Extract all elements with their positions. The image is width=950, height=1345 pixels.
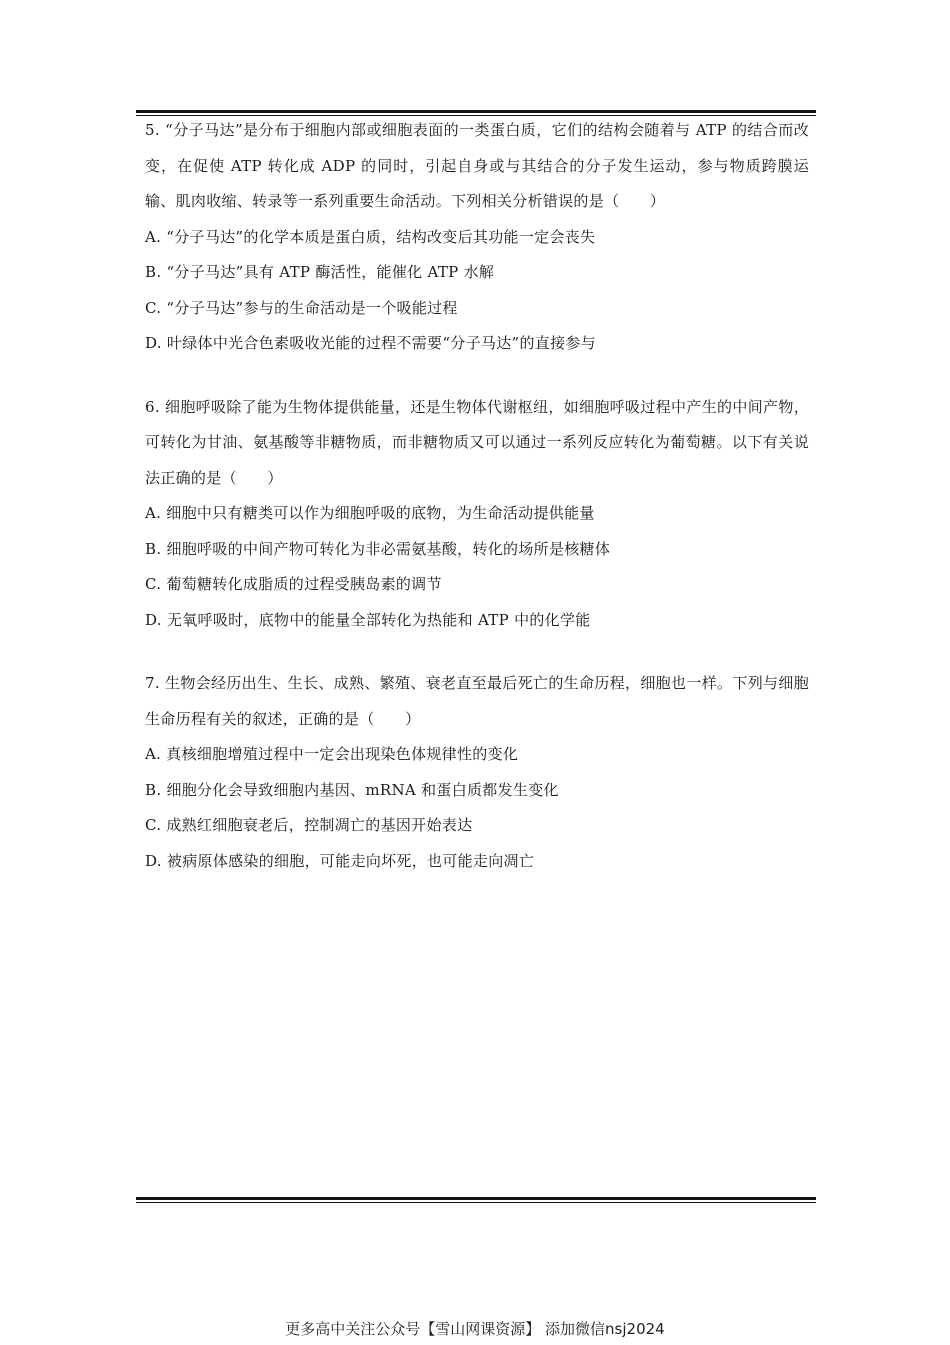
question-stem: 5. “分子马达”是分布于细胞内部或细胞表面的一类蛋白质，它们的结构会随着与 ATP 的结合而改变，在促使 ATP 转化成 ADP 的同时，引起自身或与其结合的分子发生运动，参与物质跨膜运输、肌肉收缩、转录等一系列重要生命活动。下列相关分析错误的是（ ）	[145, 121, 809, 210]
question-6	[145, 390, 809, 639]
option-b: B. 细胞分化会导致细胞内基因、mRNA 和蛋白质都发生变化	[145, 780, 559, 799]
option-d: D. 叶绿体中光合色素吸收光能的过程不需要“分子马达”的直接参与	[145, 334, 596, 352]
option-d: D. 被病原体感染的细胞，可能走向坏死，也可能走向凋亡	[145, 851, 535, 870]
option-c: C. 成熟红细胞衰老后，控制凋亡的基因开始表达	[145, 816, 473, 834]
option-a: A. 真核细胞增殖过程中一定会出现染色体规律性的变化	[145, 745, 519, 763]
option-a: A. 细胞中只有糖类可以作为细胞呼吸的底物，为生命活动提供能量	[145, 504, 595, 522]
option-d: D. 无氧呼吸时，底物中的能量全部转化为热能和 ATP 中的化学能	[145, 610, 591, 629]
option-c: C. 葡萄糖转化成脂质的过程受胰岛素的调节	[145, 575, 442, 593]
option-b: B. 细胞呼吸的中间产物可转化为非必需氨基酸，转化的场所是核糖体	[145, 539, 611, 558]
question-7	[145, 666, 809, 879]
question-list	[145, 113, 809, 907]
question-stem: 7. 生物会经历出生、生长、成熟、繁殖、衰老直至最后死亡的生命历程，细胞也一样。下列与细胞生命历程有关的叙述，正确的是（ ）	[145, 674, 809, 728]
option-c: C. “分子马达”参与的生命活动是一个吸能过程	[145, 298, 458, 317]
page-footer: 更多高中关注公众号【雪山网课资源】 添加微信nsj2024	[285, 1320, 665, 1338]
question-stem: 6. 细胞呼吸除了能为生物体提供能量，还是生物体代谢枢纽，如细胞呼吸过程中产生的中间产物，可转化为甘油、氨基酸等非糖物质，而非糖物质又可以通过一系列反应转化为葡萄糖。以下有关说法正确的是（ ）	[145, 397, 809, 487]
option-b: B. “分子马达”具有 ATP 酶活性，能催化 ATP 水解	[145, 263, 495, 281]
question-5	[145, 113, 809, 362]
option-a: A. “分子马达”的化学本质是蛋白质，结构改变后其功能一定会丧失	[145, 227, 596, 246]
footer-rule	[136, 1197, 816, 1203]
